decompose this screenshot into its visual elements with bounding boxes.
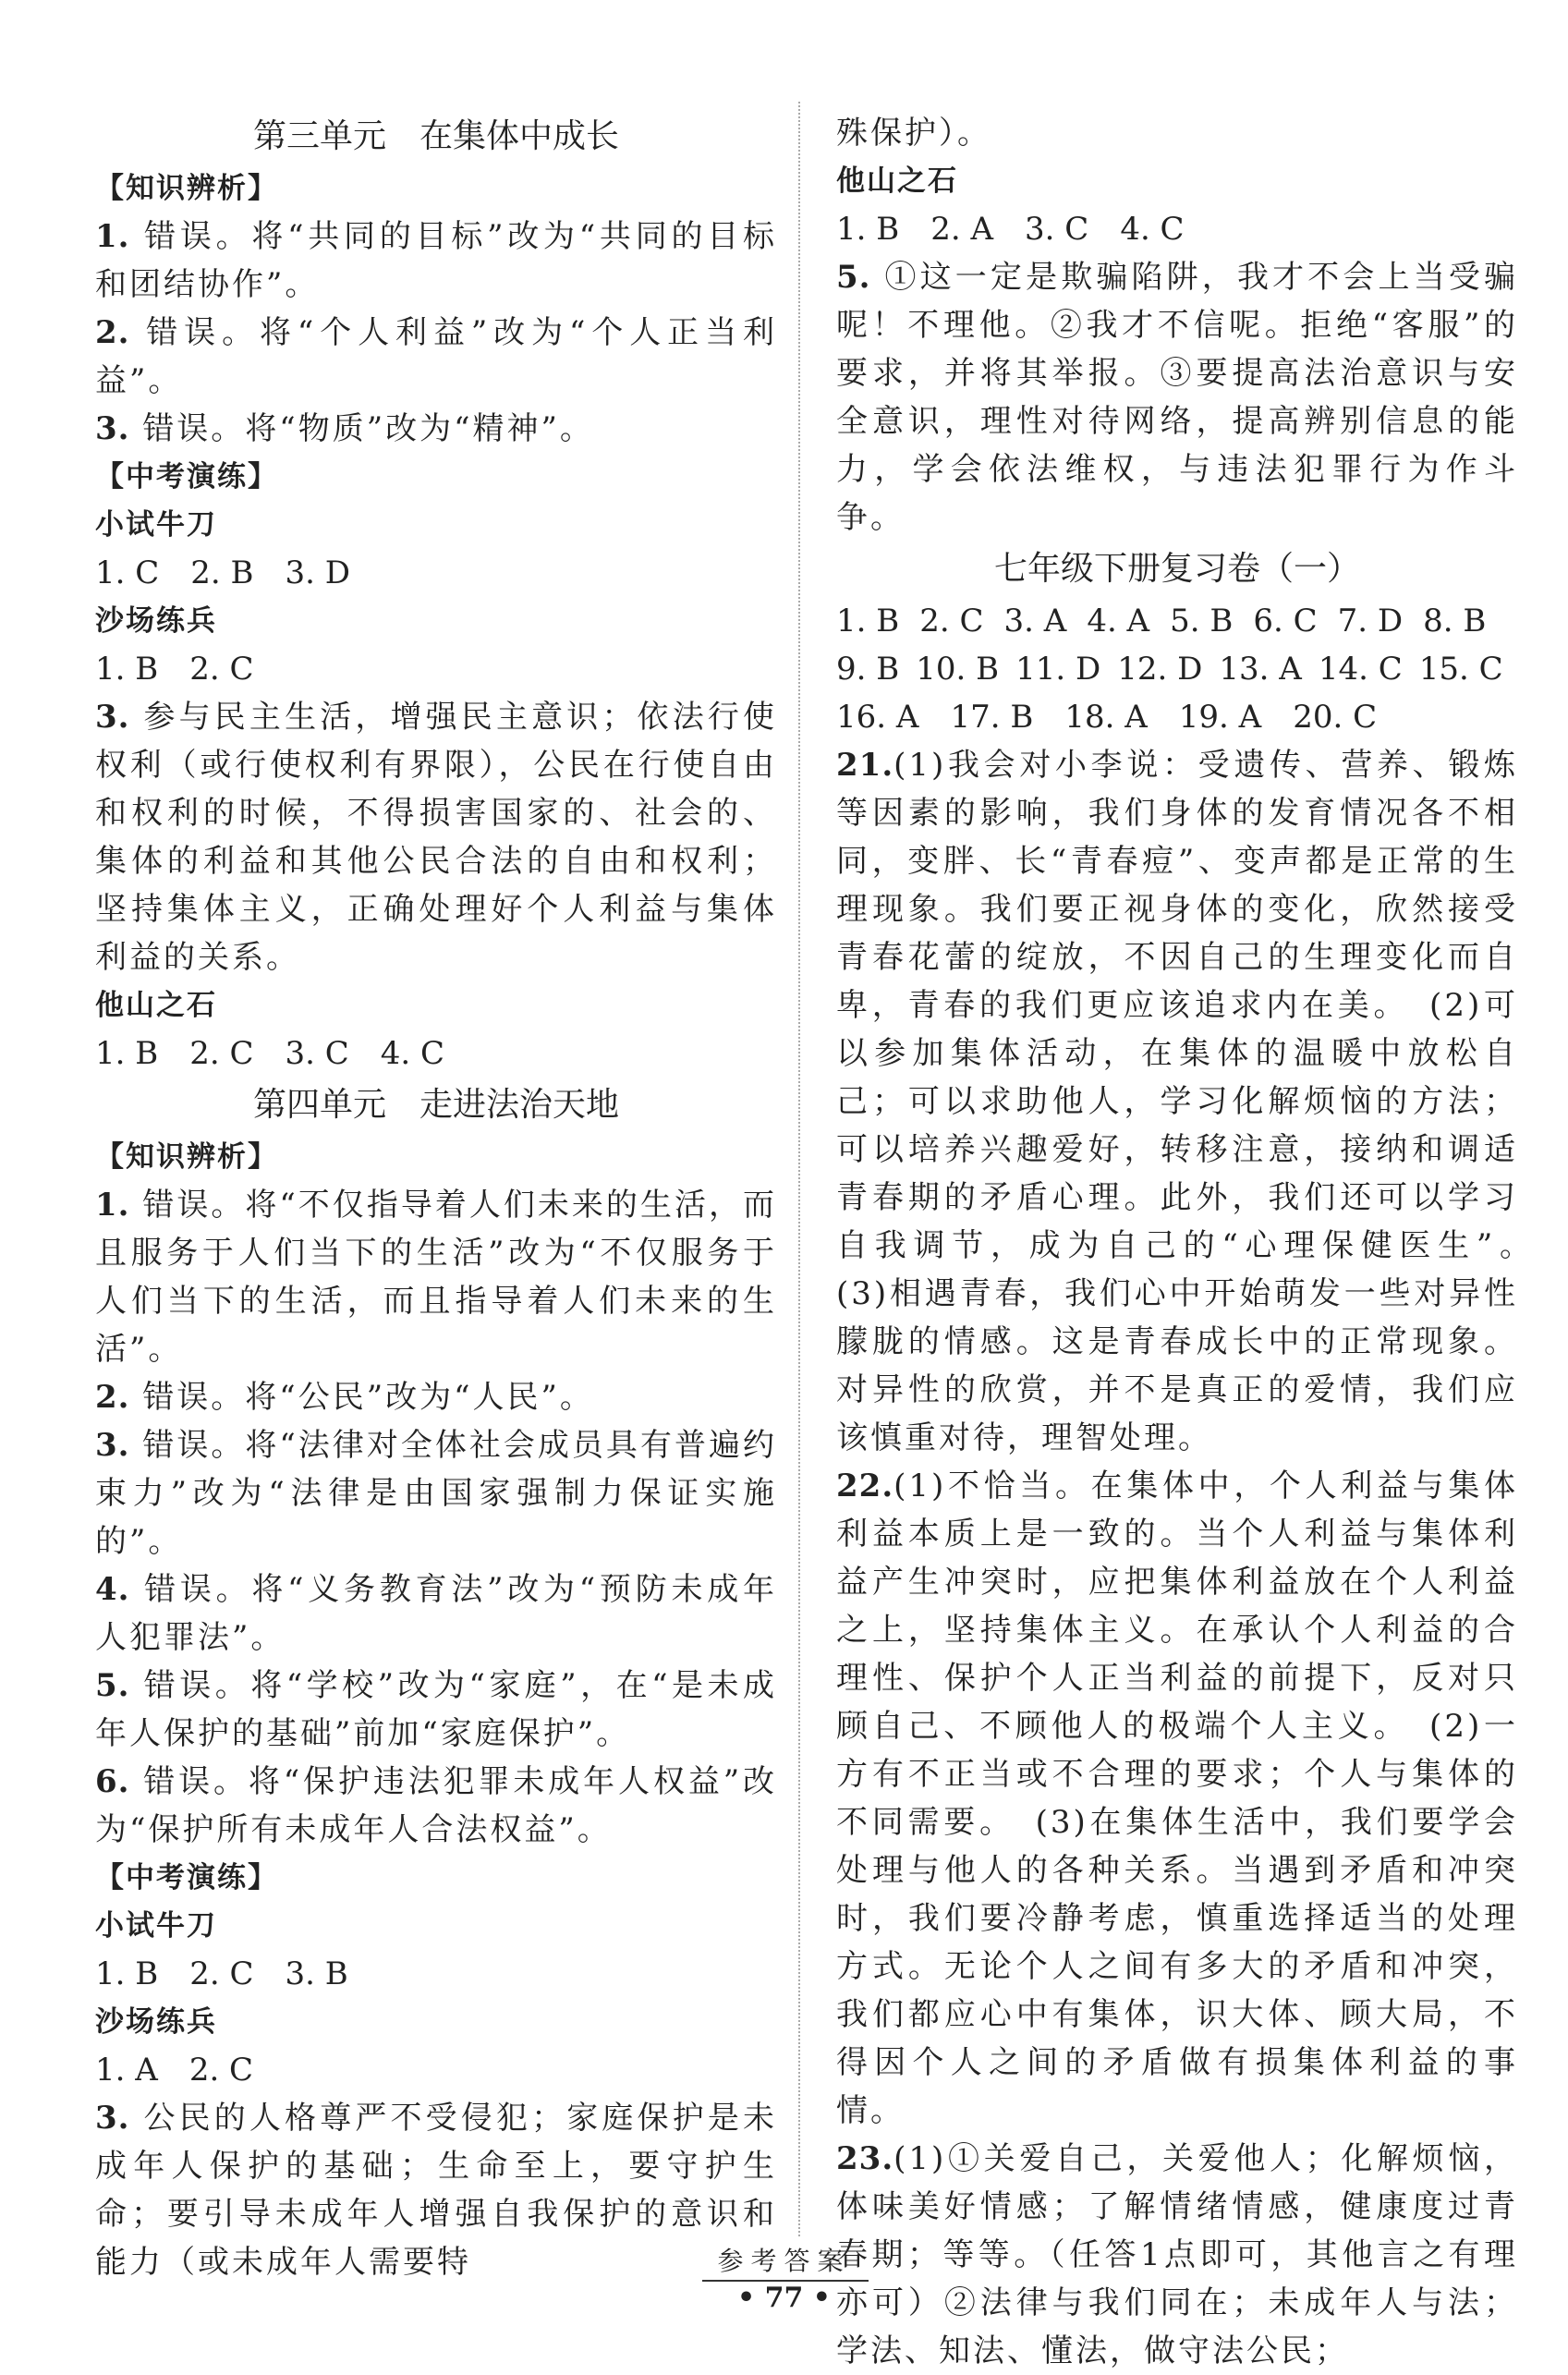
item-num: 6.	[95, 1763, 130, 1800]
answers-row	[95, 549, 777, 597]
item-text: ①这一定是欺骗陷阱，我才不会上当受骗呢！不理他。②我才不信呢。拒绝“客服”的要求，并将其举报。③要提高法治意识与安全意识，理性对待网络，提高辨别信息的能力，学会依法维权，与违法犯罪行为作斗争。	[836, 259, 1519, 536]
answer: 2. C	[919, 603, 984, 639]
answer: 2. B	[190, 554, 254, 591]
answer: 4. C	[380, 1035, 445, 1072]
item-num: 1.	[95, 1187, 130, 1224]
answers-row	[836, 645, 1518, 693]
item-text: 错误。将“个人利益”改为“个人正当利益”。	[95, 314, 777, 399]
answers-row	[836, 693, 1518, 741]
answer: 18. A	[1064, 699, 1148, 736]
item-text: 错误。将“物质”改为“精神”。	[142, 410, 594, 447]
item-text: 错误。将“学校”改为“家庭”，在“是未成年人保护的基础”前加“家庭保护”。	[95, 1667, 777, 1752]
item-text: 错误。将“公民”改为“人民”。	[142, 1379, 594, 1416]
section-exam: 【中考演练】	[95, 460, 278, 493]
item-num: 23.	[836, 2140, 894, 2177]
answer: 2. C	[189, 651, 254, 688]
answer: 1. B	[836, 603, 900, 639]
page-number: • 77 •	[737, 2282, 831, 2314]
answer-item	[95, 1373, 777, 1421]
item-text: 错误。将“法律对全体社会成员具有普遍约束力”改为“法律是由国家强制力保证实施的”。	[95, 1427, 777, 1560]
answer: 3. A	[1003, 603, 1067, 639]
answer: 11. D	[1015, 651, 1101, 688]
answer: 12. D	[1117, 651, 1203, 688]
item-num: 3.	[95, 410, 130, 447]
answer: 4. C	[1120, 211, 1185, 248]
subsection-tszs: 他山之石	[95, 989, 217, 1022]
item-text: (1)①关爱自己，关爱他人；化解烦恼，体味美好情感；了解情绪情感，健康度过青春期；等等。（任答1点即可，其他言之有理亦可）②法律与我们同在；未成年人与法；学法、知法、懂法，做守法公民；	[836, 2140, 1518, 2369]
item-num: 5.	[836, 259, 871, 296]
answer: 6. C	[1253, 603, 1318, 639]
answer: 15. C	[1418, 651, 1503, 688]
answer: 19. A	[1178, 699, 1262, 736]
answer: 13. A	[1219, 651, 1302, 688]
review-title: 七年级下册复习卷（一）	[993, 550, 1360, 588]
answers-row	[95, 645, 777, 693]
subsection-sclb: 沙场练兵	[95, 604, 217, 638]
item-num: 2.	[95, 314, 130, 351]
item-text: 公民的人格尊严不受侵犯；家庭保护是未成年人保护的基础；生命至上，要守护生命；要引导未成年人增强自我保护的意识和能力（或未成年人需要特	[95, 2100, 778, 2281]
footer-label: 参考答案	[717, 2246, 851, 2276]
answer: 4. A	[1087, 603, 1150, 639]
answer-item	[95, 213, 777, 309]
continued-text: 殊保护）。	[836, 115, 991, 152]
answer: 2. C	[189, 1035, 254, 1072]
answer: 20. C	[1293, 699, 1378, 736]
answer: 5. B	[1170, 603, 1234, 639]
answer-item	[95, 1421, 777, 1565]
item-text: 参与民主生活，增强民主意识；依法行使权利（或行使权利有界限），公民在行使自由和权利的时候，不得损害国家的、社会的、集体的利益和其他公民合法的自由和权利；坚持集体主义，正确处理好个人利益与集体利益的关系。	[95, 699, 778, 976]
answer: 14. C	[1318, 651, 1403, 688]
unit4-title: 第四单元 走进法治天地	[252, 1086, 619, 1124]
subsection-tszs: 他山之石	[836, 164, 958, 198]
answer: 1. C	[95, 554, 160, 591]
item-num: 3.	[95, 699, 130, 736]
section-exam: 【中考演练】	[95, 1861, 278, 1894]
answer: 10. B	[916, 651, 1000, 688]
answer-item	[95, 309, 777, 405]
left-column	[95, 109, 777, 2286]
item-num: 3.	[95, 1427, 130, 1464]
item-num: 1.	[95, 218, 130, 255]
answer-item	[95, 405, 777, 453]
answer-item	[836, 741, 1552, 1462]
answers-row	[836, 205, 1518, 253]
answer: 17. B	[950, 699, 1034, 736]
answer: 2. A	[930, 211, 994, 248]
answer: 1. B	[95, 651, 159, 688]
item-num: 2.	[95, 1379, 130, 1416]
answer: 1. A	[95, 2052, 158, 2089]
answer: 2. C	[189, 1955, 254, 1992]
right-column	[836, 109, 1552, 2375]
item-num: 3.	[95, 2100, 130, 2137]
answer: 3. D	[285, 554, 351, 591]
answer-item	[95, 1662, 777, 1758]
answer: 1. B	[836, 211, 900, 248]
column-divider	[798, 102, 800, 2236]
subsection-xsnd: 小试牛刀	[95, 508, 217, 542]
item-text: (1)我会对小李说：受遗传、营养、锻炼等因素的影响，我们身体的发育情况各不相同，变胖、长“青春痘”、变声都是正常的生理现象。我们要正视身体的变化，欣然接受青春花蕾的绽放，不因自己的生理变化而自卑，青春的我们更应该追求内在美。 (2)可以参加集体活动，在集体的温暖中放松自己；可以求助他人，学习化解烦恼的方法；可以培养兴趣爱好，转移注意，接纳和调适青春期的矛盾心理。此外，我们还可以学习自我调节，成为自己的“心理保健医生”。 (3)相遇青春，我们心中开始萌发一些对异性朦胧的情感。这是青春成长中的正常现象。对异性的欣赏，并不是真正的爱情，我们应该慎重对待，理智处理。	[836, 747, 1552, 1456]
answer: 2. C	[188, 2052, 254, 2089]
answer: 3. C	[285, 1035, 349, 1072]
answers-row	[95, 1950, 777, 1998]
answers-row	[836, 597, 1518, 645]
item-text: 错误。将“义务教育法”改为“预防未成年人犯罪法”。	[95, 1571, 777, 1656]
item-text: 错误。将“共同的目标”改为“共同的目标和团结协作”。	[95, 218, 777, 303]
answer-item	[836, 253, 1518, 542]
item-text: (1)不恰当。在集体中，个人利益与集体利益本质上是一致的。当个人利益与集体利益产生冲突时，应把集体利益放在个人利益之上，坚持集体主义。在承认个人利益的合理性、保护个人正当利益的前提下，反对只顾自己、不顾他人的极端个人主义。 (2)一方有不正当或不合理的要求；个人与集体的不同需要。 (3)在集体生活中，我们要学会处理与他人的各种关系。当遇到矛盾和冲突时，我们要冷静考虑，慎重选择适当的处理方式。无论个人之间有多大的矛盾和冲突，我们都应心中有集体，识大体、顾大局，不得因个人之间的矛盾做有损集体利益的事情。	[836, 1468, 1518, 2129]
item-num: 21.	[836, 747, 894, 784]
answer-item	[836, 1462, 1518, 2135]
answer: 1. B	[95, 1955, 159, 1992]
answer: 7. D	[1337, 603, 1404, 639]
answer-item	[95, 1565, 777, 1662]
answer-item	[95, 693, 777, 981]
answer: 9. B	[836, 651, 900, 688]
item-text: 错误。将“保护违法犯罪未成年人权益”改为“保护所有未成年人合法权益”。	[95, 1763, 777, 1848]
subsection-xsnd: 小试牛刀	[95, 1909, 217, 1943]
section-knowledge: 【知识辨析】	[95, 1140, 278, 1174]
unit3-title: 第三单元 在集体中成长	[252, 117, 619, 155]
section-knowledge: 【知识辨析】	[95, 172, 278, 205]
answer: 3. B	[285, 1955, 348, 1992]
item-num: 5.	[95, 1667, 130, 1704]
answers-row	[95, 1029, 777, 1078]
item-num: 22.	[836, 1468, 894, 1504]
answer: 1. B	[95, 1035, 159, 1072]
subsection-sclb: 沙场练兵	[95, 2005, 217, 2039]
answer: 8. B	[1423, 603, 1487, 639]
answers-row	[95, 2046, 777, 2094]
answer-item	[95, 1758, 777, 1854]
answer-item	[95, 1181, 777, 1373]
item-num: 4.	[95, 1571, 130, 1608]
item-text: 错误。将“不仅指导着人们未来的生活，而且服务于人们当下的生活”改为“不仅服务于人们当下的生活，而且指导着人们未来的生活”。	[95, 1187, 777, 1368]
answer: 3. C	[1025, 211, 1089, 248]
answer: 16. A	[836, 699, 919, 736]
